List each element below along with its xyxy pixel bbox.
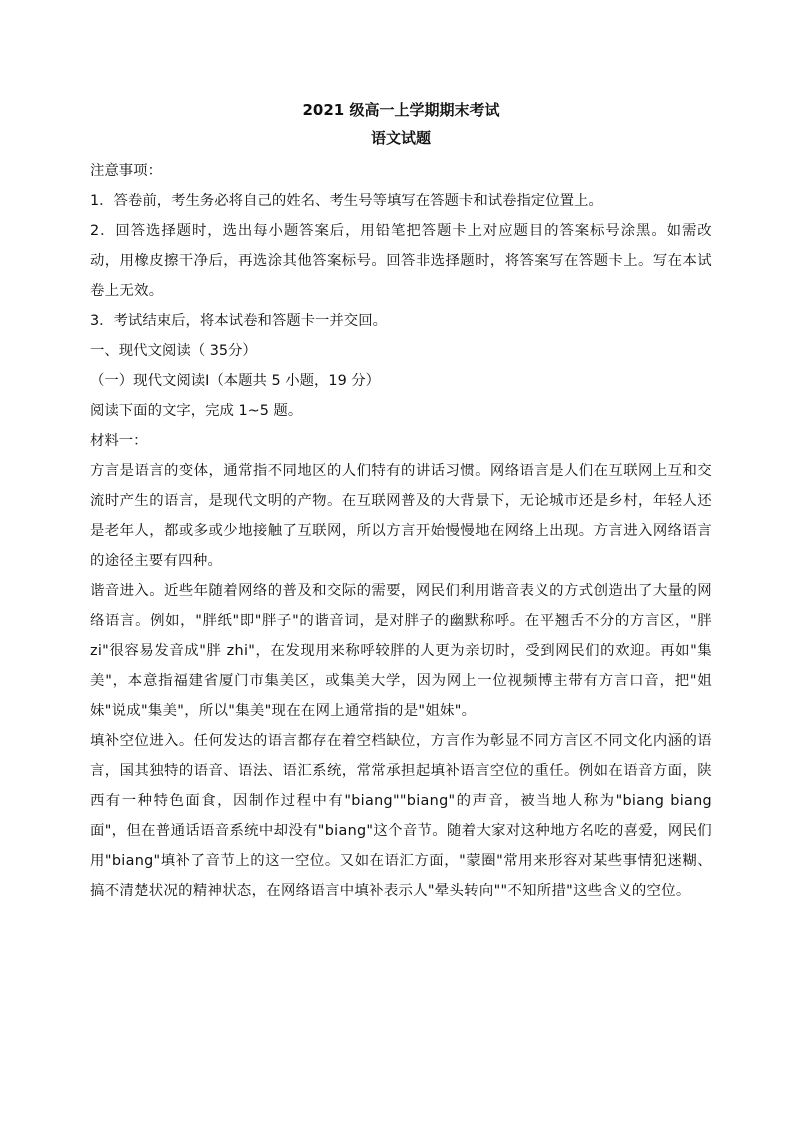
exam-title: 2021 级高一上学期期末考试 (302, 101, 500, 119)
reading-instruction: 阅读下面的文字，完成 1~5 题。 (90, 403, 303, 419)
passage-paragraph-3: 填补空位进入。任何发达的语言都存在着空档缺位，方言作为彰显不同方言区不同文化内涵的语言，国其独特的语音、语法、语汇系统，常常承担起填补语言空位的重任。例如在语音方面，陕西有一种特色面食，因制作过程中有"biang""biang"的声音，被当地人称为"biang biang 面"，但在普通话语音系统中却没有"biang"这个音节。随着大家对这种地方名吃的喜爱，网民们用"biang"填补了音节上的这一空位。又如在语汇方面，"蒙圈"常用来形容对某些事情犯迷糊、搞不清楚状况的精神状态，在网络语言中填补表示人"晕头转向""不知所措"这些含义的空位。 (90, 733, 712, 899)
notice-item-1: 1．答卷前，考生务必将自己的姓名、考生号等填写在答题卡和试卷指定位置上。 (90, 193, 603, 209)
section-subheading: （一）现代文阅读Ⅰ（本题共 5 小题，19 分） (90, 373, 381, 389)
passage-paragraph-2: 谐音进入。近些年随着网络的普及和交际的需要，网民们利用谐音表义的方式创造出了大量的网络语言。例如，"胖纸"即"胖子"的谐音词，是对胖子的幽默称呼。在平翘舌不分的方言区，"胖 zi"很容易发音成"胖 zhi"，在发现用来称呼较胖的人更为亲切时，受到网民们的欢迎。再如"集美"，本意指福建省厦门市集美区，或集美大学，因为网上一位视频博主带有方言口音，把"姐妹"说成"集美"，所以"集美"现在在网上通常指的是"姐妹"。 (90, 583, 712, 719)
section-heading: 一、现代文阅读（ 35分） (90, 343, 257, 359)
notice-item-2: 2．回答选择题时，选出每小题答案后，用铅笔把答题卡上对应题目的答案标号涂黑。如需改动，用橡皮擦干净后，再选涂其他答案标号。回答非选择题时，将答案写在答题卡上。写在本试卷上无效。 (90, 223, 712, 299)
passage-paragraph-1: 方言是语言的变体，通常指不同地区的人们特有的讲话习惯。网络语言是人们在互联网上互和交流时产生的语言，是现代文明的产物。在互联网普及的大背景下，无论城市还是乡村，年轻人还是老年人，都或多或少地接触了互联网，所以方言开始慢慢地在网络上出现。方言进入网络语言的途径主要有四种。 (90, 463, 712, 569)
exam-subtitle: 语文试题 (370, 129, 431, 147)
notice-heading: 注意事项： (90, 163, 162, 179)
material-label: 材料一： (90, 433, 148, 449)
notice-item-3: 3．考试结束后，将本试卷和答题卡一并交回。 (90, 313, 387, 329)
exam-page (90, 96, 712, 906)
